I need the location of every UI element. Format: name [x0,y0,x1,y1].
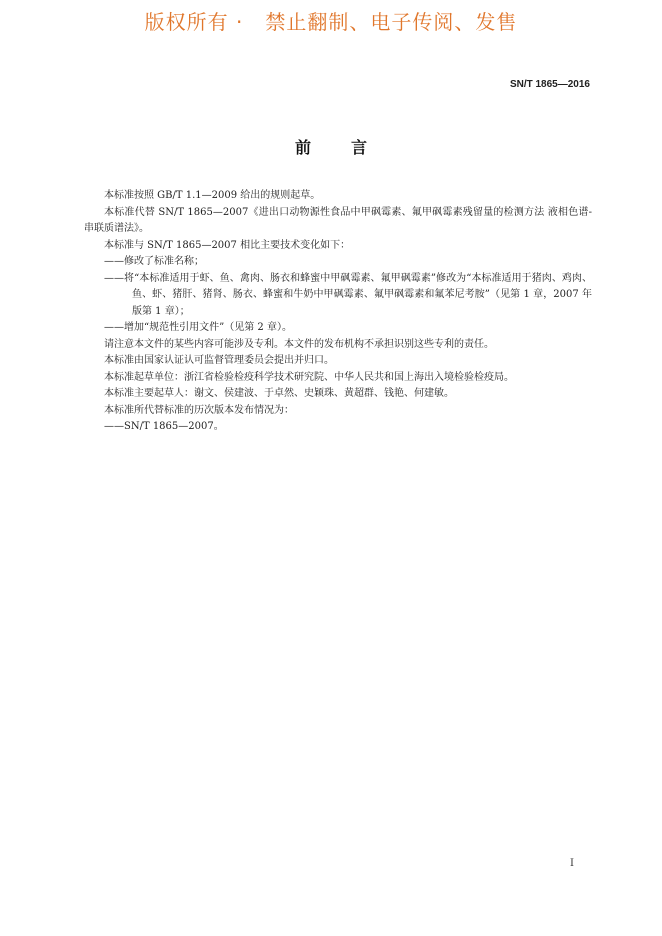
standard-code: SN/T 1865—2016 [509,79,590,90]
paragraph-replaces: 本标准代替 SN/T 1865—2007《进出口动物源性食品中甲砜霉素、氟甲砜霉素残留量的检测方法 液相色谱-串联质谱法》。 [84,206,592,234]
paragraph-patent-notice: 请注意本文件的某些内容可能涉及专利。本文件的发布机构不承担识别这些专利的责任。 [104,338,494,350]
paragraph-drafting-units: 本标准起草单位：浙江省检验检疫科学技术研究院、中华人民共和国上海出入境检验检疫局。 [104,371,514,383]
change-item-title: ——修改了标准名称； [104,256,204,267]
paragraph-changes-intro: 本标准与 SN/T 1865—2007 相比主要技术变化如下： [104,239,351,251]
page-title: 前言 [294,138,407,157]
paragraph-history-intro: 本标准所代替标准的历次版本发布情况为： [104,404,294,416]
change-item-references: ——增加“规范性引用文件”（见第 2 章）。 [104,322,292,333]
paragraph-drafting-rules: 本标准按照 GB/T 1.1—2009 给出的规则起草。 [104,190,321,201]
paragraph-proposer: 本标准由国家认证认可监督管理委员会提出并归口。 [104,355,334,366]
page-number: I [570,858,574,869]
history-item: ——SN/T 1865—2007。 [104,421,224,432]
change-item-scope: ——将“本标准适用于虾、鱼、禽肉、肠衣和蜂蜜中甲砜霉素、氟甲砜霉素”修改为“本标准适用于猪肉、鸡肉、鱼、虾、猪肝、猪肾、肠衣、蜂蜜和牛奶中甲砜霉素、氟甲砜霉素和氟苯尼考胺”（见第 1 章，2007 年版第 1 章）； [104,272,592,317]
foreword-body [84,188,592,436]
paragraph-drafters: 本标准主要起草人：谢文、侯建波、于卓然、史颖珠、黄超群、钱艳、何建敏。 [104,388,454,399]
copyright-watermark: 版权所有 · 禁止翻制、电子传阅、发售 [144,10,518,34]
